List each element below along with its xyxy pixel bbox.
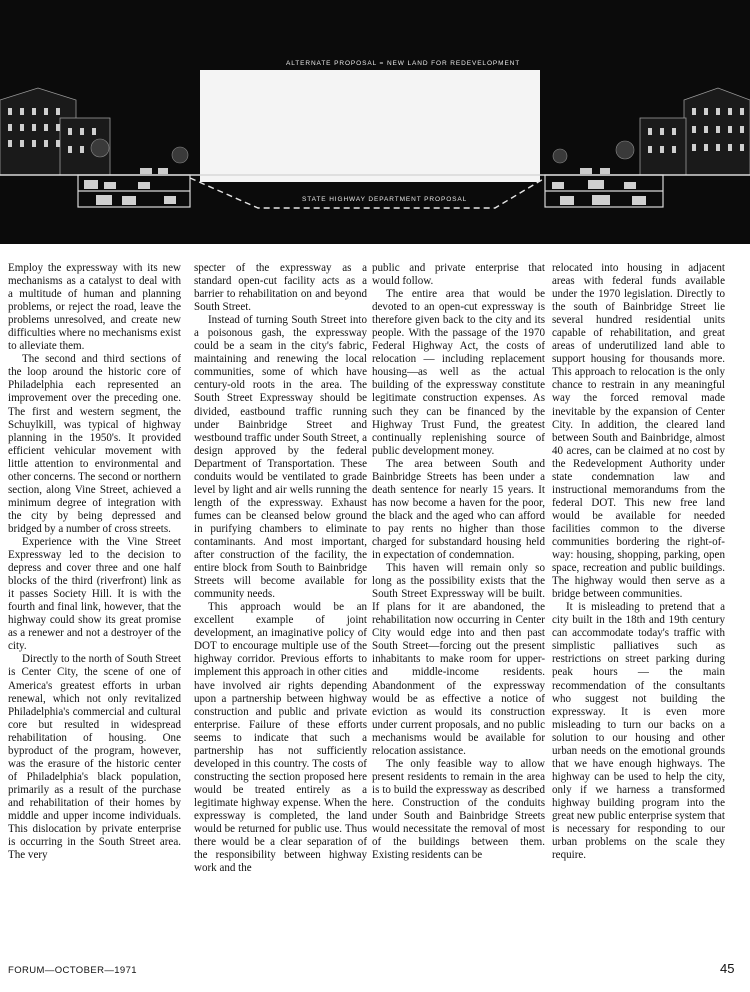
paragraph: This approach would be an excellent example of joint development, an imaginative policy of DOT to encourage multiple use of the highway corridor. Previous efforts to implement this approach in other cities have involved air rights depending upon a partnership between highway construction and public and private enterprise. Failure of these efforts seems to indicate that such a partnership has not sufficiently developed in this country. The costs of constructing the section proposed here would be treated entirely as a legitimate highway expense. When the expressway is completed, the land would be returned for public use. Thus there would be a clear separation of the responsibility between highway work and the bbox=[194, 601, 367, 875]
article-body bbox=[8, 262, 738, 942]
paragraph: The entire area that would be devoted to an open-cut expressway is therefore given back to the city and its people. With the passage of the 1970 Federal Highway Act, the costs of relocation — including replacement housing—as well as the actual building of the expressway constitute legitimate construction expenses. As such they can be financed by the Highway Trust Fund, the greatest continually replenishing source of public development money. bbox=[372, 288, 545, 457]
paragraph: The only feasible way to allow present residents to remain in the area is to build the expressway as described here. Construction of the conduits under South and Bainbridge Streets would necessitate the removal of most of the buildings between them. Existing residents can be bbox=[372, 757, 545, 862]
footer-issue: FORUM—OCTOBER—1971 bbox=[8, 965, 137, 976]
state-highway-cut-outline bbox=[190, 178, 545, 208]
text-column-3 bbox=[372, 262, 545, 942]
paragraph: This haven will remain only so long as the possibility exists that the South Street Expressway will be built. If plans for it are abandoned, the rehabilitation now occurring in Center City would edge into and then past South Street—forcing out the present inhabitants to make room for upper- and middle-income residents. Abandonment of the expressway would be as effective a notice of eviction as would its construction under current proposals, and no public mechanisms would be available for relocation assistance. bbox=[372, 562, 545, 757]
paragraph: relocated into housing in adjacent areas with federal funds available under the 1970 legislation. Directly to the south of Bainbridge Street lie several hundred residential units capable of rehabilitation, and great areas of underutilized land able to support housing for thousands more. This approach to relocation is the only chance to restrain in any meaningful way the forced removal made inevitable by the expansion of Center City. In addition, the cleared land between South and Bainbridge, almost 40 acres, can be claimed at no cost by the Redevelopment Authority under state condemnation law and instructional memorandums from the federal DOT. This new free land would be available for needed facilities common to the diverse communities bordering the right-of-way: housing, shopping, parking, open space, recreation and public buildings. The highway would then serve as a bridge between communities. bbox=[552, 262, 725, 601]
paragraph: The area between South and Bainbridge Streets has been under a death sentence for nearly 15 years. It has now become a haven for the poor, the black and the aged who can afford to pay rents no higher than those charged for substandard housing held in expectation of condemnation. bbox=[372, 457, 545, 562]
paragraph: Experience with the Vine Street Expressway led to the decision to depress and cover three and one half blocks of the third (riverfront) link as it passes Society Hill. It is with the fourth and final link, however, that the highway could show its great promise as a renewer and not a destroyer of the city. bbox=[8, 535, 181, 653]
paragraph: Instead of turning South Street into a poisonous gash, the expressway could be a seam in the city's fabric, maintaining and renewing the local communities, some of which have century-old roots in the area. The South Street Expressway should be divided, eastbound traffic running under Bainbridge Street and westbound traffic under South Street, a design approved by the federal Department of Transportation. These conduits would be ventilated to grade level by light and air wells running the length of the expressway. Exhaust fumes can be cleansed below ground in purifying chambers to eliminate contaminants. And most important, after construction of the facility, the entire block from South to Bainbridge Streets will become available for community needs. bbox=[194, 314, 367, 601]
text-column-2 bbox=[194, 262, 367, 942]
text-column-1 bbox=[8, 262, 181, 942]
right-tunnel-vehicles bbox=[552, 180, 646, 205]
state-proposal-label: STATE HIGHWAY DEPARTMENT PROPOSAL bbox=[302, 196, 468, 203]
alternate-proposal-label: ALTERNATE PROPOSAL = NEW LAND FOR REDEVELOPMENT bbox=[286, 60, 521, 67]
paragraph: public and private enterprise that would follow. bbox=[372, 262, 545, 288]
paragraph: specter of the expressway as a standard open-cut facility acts as a barrier to rehabilitation on and beyond South Street. bbox=[194, 262, 367, 314]
paragraph: Directly to the north of South Street is Center City, the scene of one of America's greatest efforts in urban renewal, which not only revitalized Philadelphia's commercial and cultural core but resulted in widespread rehabilitation of housing. One byproduct of the program, however, was the erasure of the historic center of Philadelphia's black population, primarily as a result of the purchase and rehabilitation of their homes by middle and upper income individuals. This dislocation by private enterprise is occurring in the South Street area. The very bbox=[8, 653, 181, 862]
cross-section-illustration bbox=[0, 0, 750, 244]
paragraph: Employ the expressway with its new mechanisms as a catalyst to deal with a multitude of human and planning problems, or reject the road, leave the problems unresolved, and create new difficulties where no mechanisms exist to alleviate them. bbox=[8, 262, 181, 353]
page-number: 45 bbox=[720, 961, 735, 976]
new-land-block bbox=[200, 70, 540, 182]
paragraph: The second and third sections of the loop around the historic core of Philadelphia each represented an improvement over the preceding one. The first and western segment, the Schuylkill, was typical of highway planning in the 1950's. It provided efficient vehicular movement with little attention to environmental and other concerns. The second or northern section, along Vine Street, achieved a minimum degree of integration with the city by being depressed and bridged by a number of cross streets. bbox=[8, 353, 181, 535]
left-tunnel-vehicles bbox=[84, 180, 176, 205]
text-column-4 bbox=[552, 262, 725, 942]
cross-section-drawing bbox=[0, 0, 750, 244]
paragraph: It is misleading to pretend that a city built in the 18th and 19th century can accommodate today's traffic with simplistic palliatives such as restrictions on street parking during peak hours — the main recommendation of the consultants who suggest not building the expressway. It is even more misleading to turn our backs on a solution to our housing and other urban needs on the emotional grounds that we have enough highways. The highway can be used to help the city, only if we harness a transformed highway building program into the great new public enterprise system that is necessary for responding to our urban problems on the scale they require. bbox=[552, 601, 725, 862]
right-windows bbox=[648, 108, 744, 153]
right-trees bbox=[553, 141, 634, 163]
